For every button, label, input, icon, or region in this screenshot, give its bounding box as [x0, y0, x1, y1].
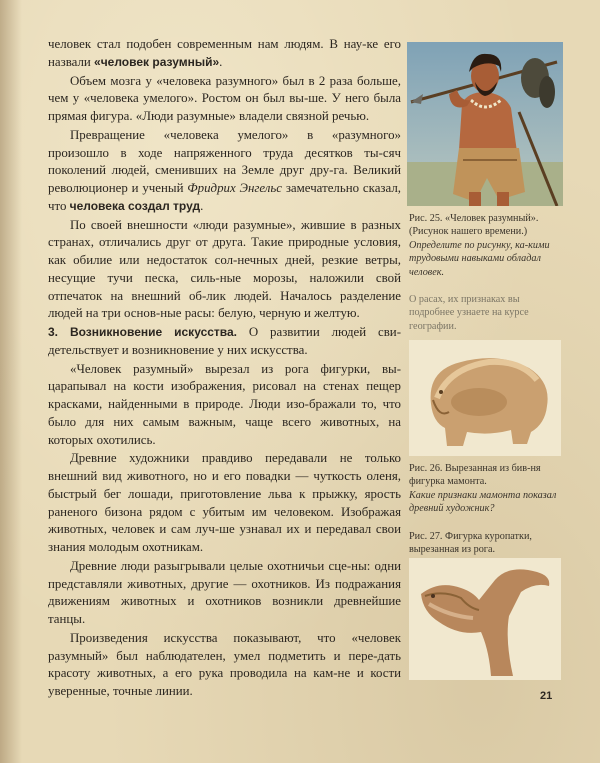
figure-26-question-text: Какие признаки мамонта показал древний художник? [409, 489, 557, 515]
paragraph-8: Древние люди разыгрывали целые охотничьи сце-ны: одни представляли животных, другие — охотников. Из подражания движениям животных и охотников возникли древнейшие танцы. [48, 558, 401, 626]
figure-26-image [409, 340, 561, 456]
main-text-column [48, 36, 401, 701]
figure-26-question [409, 489, 561, 516]
book-spine-shadow [0, 0, 22, 763]
figure-27-caption: Рис. 27. Фигурка куропатки, вырезанная из рога. [409, 530, 532, 556]
paragraph-9: Произведения искусства показывают, что «человек разумный» был наблюдателен, умел подметить и пере-дать красоту животных, а его рука проводила на кам-не и кости уверенные, точные линии. [48, 630, 401, 698]
figure-27-image [409, 558, 561, 680]
figure-25-image [407, 42, 563, 206]
paragraph-3: Превращение «человека умелого» в «разумного» произошло в ходе напряженного труда десятков ты-сяч поколений людей, сменивших на Земле друг дру-га. Великий революционер и ученый Фридрих Энгельс замечательно сказал, что человека создал труд. [48, 127, 401, 213]
figure-25-caption: Рис. 25. «Человек разумный». (Рисунок нашего времени.) [409, 213, 539, 238]
bold-term: человека создал труд [69, 198, 201, 213]
figure-26-caption-block [409, 462, 561, 556]
figure-25-question [409, 239, 561, 279]
paragraph-4: По своей внешности «люди разумные», жившие в разных странах, отличались друг от друга. Такие природные условия, как обилие или недостаток сол-нечных дней, резкие ветры, несущие тучи песка, силь-ные морозы, наложили свой отпечаток на внешний об-лик людей. Началось разделение людей на три основ-ные расы: белую, черную и желтую. [48, 217, 401, 321]
paragraph-2: Объем мозга у «человека разумного» был в 2 раза больше, чем у «человека умелого». Ростом он был вы-ше. У него была прямая фигура. «Люди разумные» владели связной речью. [48, 73, 401, 123]
figure-26-caption: Рис. 26. Вырезанная из бив-ня фигурка мамонта. [409, 463, 541, 488]
homo-sapiens-illustration [407, 42, 563, 206]
bold-term: «человек разумный» [94, 54, 220, 69]
paragraph-1: человек стал подобен современным нам людям. В нау-ке его назвали «человек разумный». [48, 37, 401, 69]
figure-25-question-text: Определите по рисунку, ка-кими трудовыми навыками обладал человек. [409, 239, 550, 278]
paragraph-5: 3. Возникновение искусства. О развитии людей сви-детельствует и возникновение у них искусства. [48, 325, 402, 357]
paragraph-7: Древние художники правдиво передавали не только внешний вид животного, но и его повадки — чуткость оленя, быстрый бег лошади, приготовление льва к прыжку, ярость раненого бизона рядом с убитым им человеком. Изображая животных, человек и сам луч-ше узнавал их и передавал свои знания молодым охотникам. [48, 451, 401, 554]
figure-25-caption-block [409, 212, 561, 333]
italic-name: Фридрих Энгельс [187, 181, 282, 195]
partridge-figurine-illustration [409, 558, 561, 680]
page-number: 21 [540, 690, 553, 702]
mammoth-figurine-illustration [409, 340, 561, 456]
races-note: О расах, их признаках вы подробнее узнаете на курсе географии. [409, 294, 529, 332]
paragraph-6: «Человек разумный» вырезал из рога фигурки, вы-царапывал на кости изображения, рисовал на стенах пещер красками, найденными в природе. Люди изо-бражали то, что было для них самым важным, чаще всего животных, на которых охотились. [48, 361, 401, 447]
bold-term: 3. Возникновение искусства. [48, 325, 238, 339]
